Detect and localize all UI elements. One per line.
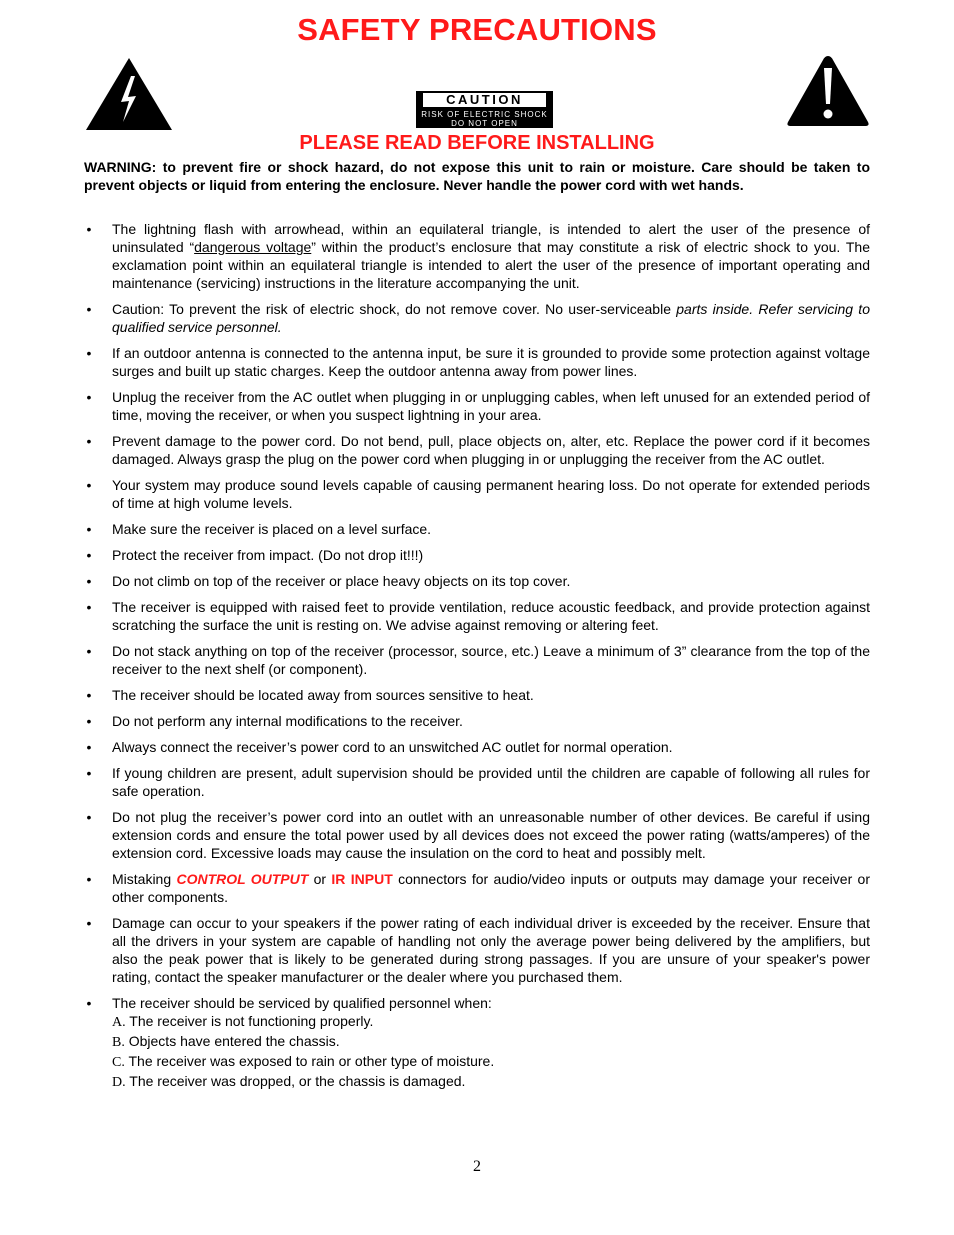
bullet: • xyxy=(86,809,92,825)
page-number: 2 xyxy=(473,1158,481,1175)
sub-item: B. Objects have entered the chassis. xyxy=(112,1033,340,1050)
caution-line-2: DO NOT OPEN xyxy=(451,119,518,128)
bullet: • xyxy=(86,739,92,755)
bullet: • xyxy=(86,221,92,237)
list-item: • The lightning flash with arrowhead, within an equilateral triangle, is intended to alert the user of the presence of uninsulated “dangerous voltage” within the product’s enclosure that may constitute a risk of electric shock to you. The exclamation point within an equilateral triangle is intended to alert the user of the presence of important operating and maintenance (servicing) instructions in the literature accompanying the unit. xyxy=(84,220,870,292)
list-item: • Caution: To prevent the risk of electric shock, do not remove cover. No user-serviceable parts inside. Refer servicing to qualified service personnel. xyxy=(84,300,870,336)
list-item: • Always connect the receiver’s power cord to an unswitched AC outlet for normal operation. xyxy=(84,738,870,756)
list-item: • Do not stack anything on top of the receiver (processor, source, etc.) Leave a minimum of 3” clearance from the top of the receiver to the next shelf (or component). xyxy=(84,642,870,678)
bullet: • xyxy=(86,871,92,887)
exclamation-triangle-icon xyxy=(786,54,870,133)
bullet: • xyxy=(86,389,92,405)
bullet: • xyxy=(86,713,92,729)
control-output-term: CONTROL OUTPUT xyxy=(176,871,309,887)
bullet: • xyxy=(86,995,92,1011)
bullet: • xyxy=(86,301,92,317)
list-item: • Prevent damage to the power cord. Do not bend, pull, place objects on, alter, etc. Replace the power cord if it becomes damaged. Always grasp the plug on the power cord when plugging in or unplugging the receiver from the AC outlet. xyxy=(84,432,870,468)
dangerous-voltage-text: dangerous voltage xyxy=(194,239,312,255)
sub-item: D. The receiver was dropped, or the chassis is damaged. xyxy=(112,1073,466,1090)
bullet: • xyxy=(86,547,92,563)
bullet: • xyxy=(86,765,92,781)
list-item: • Mistaking CONTROL OUTPUT or IR INPUT connectors for audio/video inputs or outputs may damage your receiver or other components. xyxy=(84,870,870,906)
list-item: • Do not climb on top of the receiver or place heavy objects on its top cover. xyxy=(84,572,870,590)
warning-paragraph: WARNING: to prevent fire or shock hazard, do not expose this unit to rain or moisture. Care should be taken to prevent objects or liquid from entering the enclosure. Never handle the power cord with wet hands. xyxy=(84,159,870,193)
list-item: • Your system may produce sound levels capable of causing permanent hearing loss. Do not operate for extended periods of time at high volume levels. xyxy=(84,476,870,512)
caution-title: CAUTION xyxy=(423,93,546,107)
sub-item: C. The receiver was exposed to rain or other type of moisture. xyxy=(112,1053,495,1070)
bullet: • xyxy=(86,599,92,615)
bullet: • xyxy=(86,477,92,493)
list-item: • The receiver is equipped with raised feet to provide ventilation, reduce acoustic feedback, and provide protection against scratching the surface the unit is resting on. We advise against removing or altering feet. xyxy=(84,598,870,634)
list-item: • Do not plug the receiver’s power cord into an outlet with an unreasonable number of other devices. Be careful if using extension cords and ensure the total power used by all devices does not exceed the power rating (watts/amperes) of the extension cord. Excessive loads may cause the insulation on the cord to heat and possibly melt. xyxy=(84,808,870,862)
list-item: • The receiver should be serviced by qualified personnel when: A. The receiver is not functioning properly. B. Objects have entered the chassis. C. The receiver was exposed to rain or other type of moisture. D. The receiver was dropped, or the chassis is damaged. xyxy=(84,994,870,1092)
caution-line-1: RISK OF ELECTRIC SHOCK xyxy=(421,110,548,119)
list-item: • Protect the receiver from impact. (Do not drop it!!!) xyxy=(84,546,870,564)
list-item: • If an outdoor antenna is connected to the antenna input, be sure it is grounded to provide some protection against voltage surges and built up static charges. Keep the outdoor antenna away from power lines. xyxy=(84,344,870,380)
list-item: • Unplug the receiver from the AC outlet when plugging in or unplugging cables, when left unused for an extended period of time, moving the receiver, or when you suspect lightning in your area. xyxy=(84,388,870,424)
list-item: • Make sure the receiver is placed on a level surface. xyxy=(84,520,870,538)
list-item: • The receiver should be located away from sources sensitive to heat. xyxy=(84,686,870,704)
ir-input-term: IR INPUT xyxy=(331,871,393,887)
caution-label xyxy=(416,91,553,128)
page-title: SAFETY PRECAUTIONS xyxy=(297,12,657,47)
sub-item: A. The receiver is not functioning properly. xyxy=(112,1013,374,1030)
bullet: • xyxy=(86,433,92,449)
bullet: • xyxy=(86,345,92,361)
bullet: • xyxy=(86,687,92,703)
precautions-list xyxy=(84,220,870,1100)
list-item: • Damage can occur to your speakers if the power rating of each individual driver is exceeded by the receiver. Ensure that all the drivers in your system are capable of handling not only the average power being delivered by the amplifiers, but also the peak power that is likely to be generated during strong passages. If you are unsure of your speaker's power rating, contact the speaker manufacturer or the dealer where you purchased them. xyxy=(84,914,870,986)
bullet: • xyxy=(86,573,92,589)
bullet: • xyxy=(86,643,92,659)
list-item: • If young children are present, adult supervision should be provided until the children are capable of following all rules for safe operation. xyxy=(84,764,870,800)
list-item: • Do not perform any internal modifications to the receiver. xyxy=(84,712,870,730)
lightning-triangle-icon xyxy=(84,56,174,137)
section-subtitle: PLEASE READ BEFORE INSTALLING xyxy=(299,132,655,154)
bullet: • xyxy=(86,521,92,537)
bullet: • xyxy=(86,915,92,931)
